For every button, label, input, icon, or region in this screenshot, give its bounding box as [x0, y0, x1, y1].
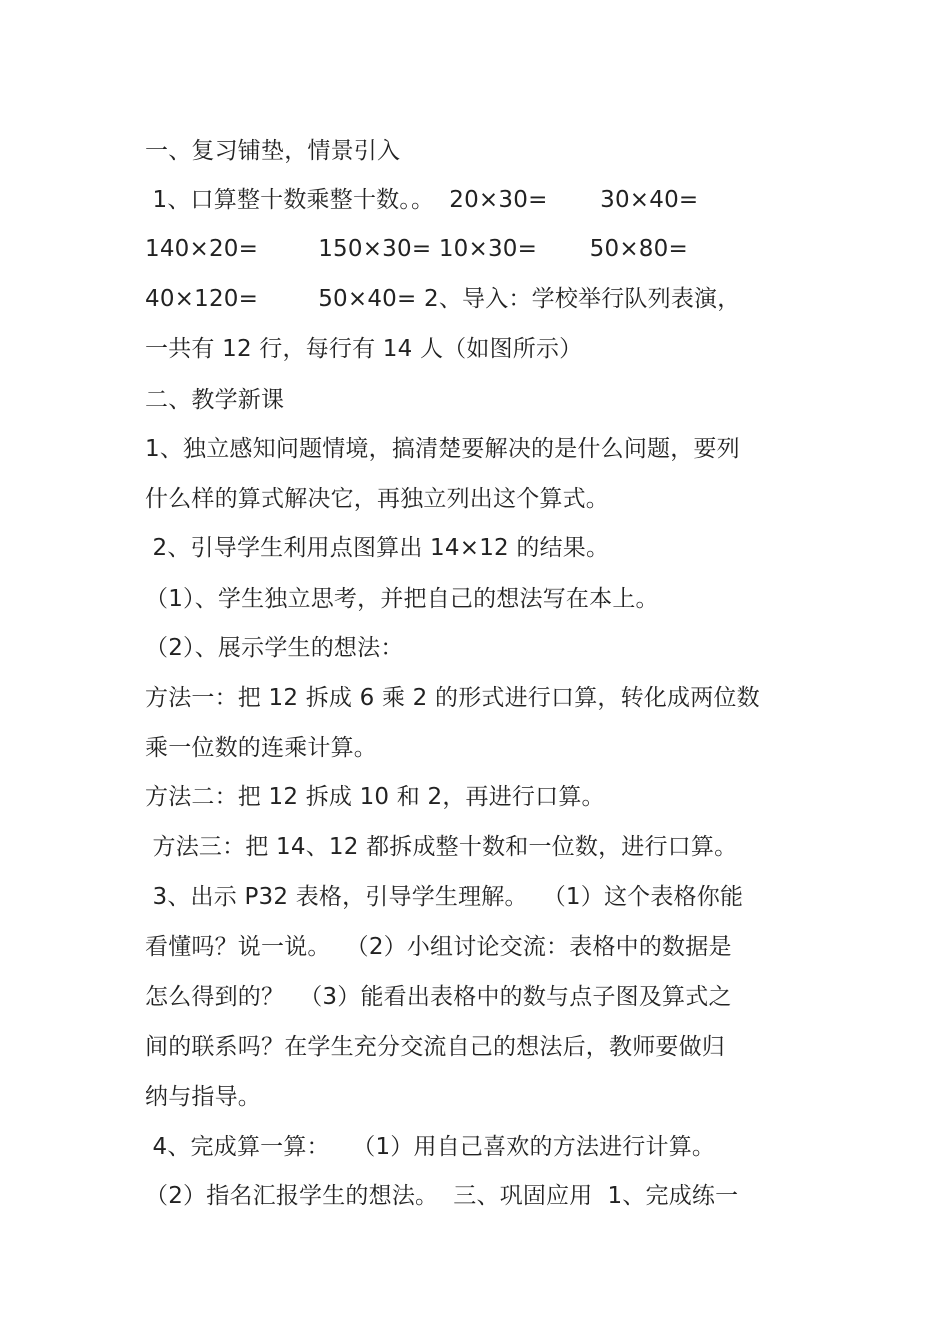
text-line: （2）指名汇报学生的想法。 三、巩固应用 1、完成练一 — [145, 1183, 739, 1209]
text-line: 2、引导学生利用点图算出 14×12 的结果。 — [145, 535, 610, 561]
text-line: 3、出示 P32 表格，引导学生理解。 （1）这个表格你能 — [145, 884, 744, 910]
text-line: 1、独立感知问题情境，搞清楚要解决的是什么问题，要列 — [145, 436, 740, 462]
section-heading-new-lesson: 二、教学新课 — [145, 387, 285, 413]
text-line: 间的联系吗？在学生充分交流自己的想法后，教师要做归 — [145, 1034, 725, 1060]
text-line: 方法一：把 12 拆成 6 乘 2 的形式进行口算，转化成两位数 — [145, 685, 760, 711]
text-line: 方法三：把 14、12 都拆成整十数和一位数，进行口算。 — [145, 834, 738, 860]
text-line: （1）、学生独立思考，并把自己的想法写在本上。 — [145, 586, 659, 612]
text-line: 纳与指导。 — [145, 1084, 261, 1110]
text-line: 40×120= 50×40= 2、导入：学校举行队列表演， — [145, 286, 741, 312]
text-line: 4、完成算一算： （1）用自己喜欢的方法进行计算。 — [145, 1134, 716, 1160]
section-heading-review: 一、复习铺垫，情景引入 — [145, 138, 401, 164]
text-line: 140×20= 150×30= 10×30= 50×80= — [145, 236, 688, 262]
text-line: 看懂吗？说一说。 （2）小组讨论交流：表格中的数据是 — [145, 934, 732, 960]
text-line: 方法二：把 12 拆成 10 和 2，再进行口算。 — [145, 784, 605, 810]
text-line: 1、口算整十数乘整十数。。 20×30= 30×40= — [145, 187, 699, 213]
text-line: （2）、展示学生的想法： — [145, 635, 404, 661]
text-line: 一共有 12 行，每行有 14 人（如图所示） — [145, 336, 583, 362]
text-line: 什么样的算式解决它，再独立列出这个算式。 — [145, 486, 609, 512]
text-line: 怎么得到的？ （3）能看出表格中的数与点子图及算式之 — [145, 984, 732, 1010]
text-line: 乘一位数的连乘计算。 — [145, 735, 377, 761]
